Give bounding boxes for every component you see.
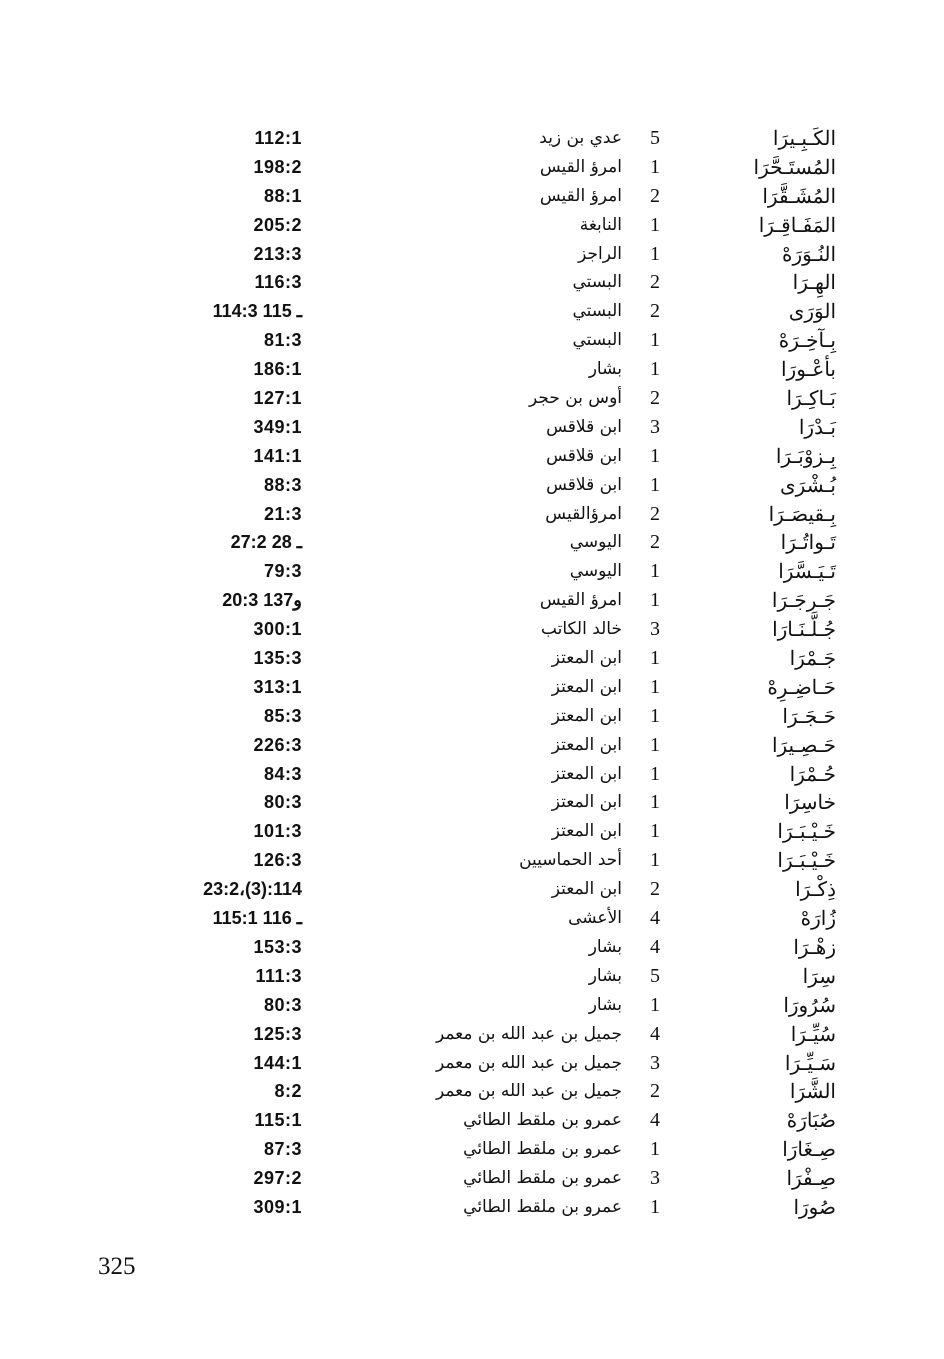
- table-row: [0, 1020, 944, 1049]
- table-row: [0, 1135, 944, 1164]
- verse-count: 1: [650, 791, 660, 814]
- table-row: [0, 153, 944, 182]
- verse-count: 1: [650, 704, 660, 727]
- poet-name: ابن المعتز: [551, 879, 622, 900]
- rhyme-word: تَـواتُـرَا: [780, 530, 836, 555]
- rhyme-word: تَـيَـسَّرَا: [778, 559, 836, 584]
- poet-name: خالد الكاتب: [540, 619, 622, 640]
- verse-count: 1: [650, 242, 660, 265]
- reference: 115:1 ـ 116: [212, 908, 302, 929]
- rhyme-word: حَـجَـرَا: [782, 703, 836, 728]
- table-row: [0, 211, 944, 240]
- verse-count: 4: [650, 1109, 660, 1132]
- reference: 213:3: [253, 243, 302, 264]
- reference: 21:3: [263, 503, 302, 524]
- verse-count: 1: [650, 762, 660, 785]
- verse-count: 4: [650, 907, 660, 930]
- rhyme-word: المَفَـاقِـرَا: [758, 212, 836, 237]
- rhyme-word: الشَّرَا: [789, 1079, 836, 1104]
- verse-count: 1: [650, 993, 660, 1016]
- poet-name: ابن المعتز: [551, 705, 622, 726]
- poet-name: ابن قلاقس: [546, 445, 622, 466]
- reference: 309:1: [253, 1196, 302, 1217]
- verse-count: 1: [650, 560, 660, 583]
- table-row: [0, 817, 944, 846]
- verse-count: 1: [650, 1195, 660, 1218]
- rhyme-word: الكَـبِـيرَا: [772, 126, 836, 150]
- reference: 135:3: [253, 648, 302, 669]
- reference: 226:3: [253, 734, 302, 755]
- table-row: [0, 442, 944, 471]
- table-row: [0, 644, 944, 673]
- poet-name: ابن قلاقس: [546, 474, 622, 495]
- rhyme-word: حَـصِـيرَا: [771, 732, 836, 757]
- poet-name: ابن المعتز: [551, 763, 622, 784]
- poet-name: أحد الحماسيين: [519, 850, 622, 871]
- verse-count: 1: [650, 849, 660, 872]
- verse-count: 4: [650, 935, 660, 958]
- poet-name: بشار: [588, 359, 622, 380]
- rhyme-word: خاسِرَا: [784, 790, 836, 815]
- poet-name: جميل بن عبد الله بن معمر: [435, 1023, 622, 1044]
- reference: 84:3: [263, 763, 302, 784]
- reference: 114:3 ـ 115: [212, 301, 302, 322]
- poet-name: أوس بن حجر: [528, 388, 622, 409]
- table-row: [0, 904, 944, 933]
- verse-count: 1: [650, 444, 660, 467]
- reference: 198:2: [253, 156, 302, 177]
- rhyme-word: جُـلَّـنَـارَا: [772, 617, 836, 642]
- reference: 20:3 و137: [222, 590, 302, 611]
- rhyme-word: زهْـرَا: [793, 934, 836, 959]
- rhyme-word: صِـغَارَا: [782, 1137, 836, 1162]
- verse-count: 1: [650, 733, 660, 756]
- table-row: [0, 962, 944, 991]
- table-row: [0, 615, 944, 644]
- verse-count: 2: [650, 531, 660, 554]
- table-row: [0, 586, 944, 615]
- rhyme-word: جَـمْرَا: [789, 646, 836, 671]
- rhyme-word: سُيِّـرَا: [790, 1021, 836, 1046]
- verse-count: 1: [650, 820, 660, 843]
- reference: 8:2: [274, 1081, 302, 1102]
- table-row: [0, 326, 944, 355]
- table-row: [0, 1193, 944, 1222]
- rhyme-word: المُشَـقَّرَا: [762, 183, 836, 208]
- table-row: [0, 384, 944, 413]
- rhyme-word: بُـشْرَى: [780, 472, 836, 497]
- table-row: [0, 240, 944, 269]
- reference: 153:3: [253, 936, 302, 957]
- poet-name: امرؤالقيس: [545, 503, 622, 524]
- rhyme-word: صُبَارَهْ: [786, 1108, 836, 1133]
- poet-name: ابن المعتز: [551, 792, 622, 813]
- table-row: [0, 413, 944, 442]
- table-row: [0, 355, 944, 384]
- poet-name: النابغة: [579, 214, 622, 235]
- verse-count: 3: [650, 618, 660, 641]
- reference: 111:3: [255, 965, 302, 986]
- poet-name: جميل بن عبد الله بن معمر: [435, 1052, 622, 1073]
- table-row: [0, 731, 944, 760]
- table-row: [0, 1077, 944, 1106]
- rhyme-word: الهِـرَا: [792, 270, 836, 295]
- rhyme-word: سَـيِّـرَا: [784, 1050, 836, 1075]
- poet-name: عمرو بن ملقط الطائي: [463, 1196, 622, 1217]
- poet-name: البستي: [572, 272, 622, 293]
- rhyme-word: خَـيْـبَـرَا: [777, 848, 836, 873]
- reference: 101:3: [253, 821, 302, 842]
- verse-count: 1: [650, 155, 660, 178]
- rhyme-word: زُارَهْ: [800, 906, 836, 931]
- reference: 112:1: [254, 128, 302, 148]
- table-row: [0, 702, 944, 731]
- verse-count: 2: [650, 387, 660, 410]
- rhyme-word: جَـرجَـرَا: [771, 588, 836, 613]
- reference: 144:1: [253, 1052, 302, 1073]
- poet-name: عمرو بن ملقط الطائي: [463, 1139, 622, 1160]
- rhyme-word: سُرُورَا: [783, 992, 836, 1017]
- reference: 126:3: [253, 850, 302, 871]
- rhyme-word: خَـيْـبَـرَا: [777, 819, 836, 844]
- reference: 88:3: [263, 474, 302, 495]
- rhyme-word: حُـمْرَا: [789, 761, 836, 786]
- page-number: 325: [98, 1253, 136, 1280]
- poet-name: ابن قلاقس: [546, 416, 622, 437]
- verse-count: 3: [650, 415, 660, 438]
- verse-count: 2: [650, 502, 660, 525]
- poet-name: بشار: [588, 965, 622, 986]
- reference: 88:1: [263, 185, 302, 206]
- poet-name: اليوسي: [569, 532, 622, 553]
- verse-count: 2: [650, 878, 660, 901]
- rhyme-word: بَـدْرَا: [798, 414, 836, 439]
- rhyme-word: سِرَا: [802, 963, 836, 988]
- poet-name: عمرو بن ملقط الطائي: [463, 1168, 622, 1189]
- rhyme-word: المُستَـحَّرَا: [753, 154, 836, 179]
- rhyme-word: ذِكْـرَا: [795, 877, 836, 902]
- table-row: [0, 182, 944, 211]
- reference: 115:1: [254, 1110, 302, 1131]
- table-row: [0, 500, 944, 529]
- table-row: [0, 788, 944, 817]
- reference: 23:2،(3):114: [203, 879, 302, 900]
- rhyme-word: بَـاكِـرَا: [786, 386, 836, 411]
- verse-count: 4: [650, 1022, 660, 1045]
- poet-name: اليوسي: [569, 561, 622, 582]
- poet-name: عدي بن زيد: [539, 128, 622, 148]
- rhyme-word: بِـآخِـرَهْ: [778, 328, 836, 353]
- rhyme-word: حَـاضِـرِهْ: [767, 674, 836, 699]
- poet-name: الراجز: [578, 243, 622, 264]
- poet-name: البستي: [572, 330, 622, 351]
- reference: 186:1: [253, 359, 302, 380]
- verse-count: 2: [650, 184, 660, 207]
- verse-count: 1: [650, 329, 660, 352]
- verse-count: 3: [650, 1051, 660, 1074]
- rhyme-word: النُـوَرَهْ: [781, 241, 836, 266]
- verse-count: 1: [650, 213, 660, 236]
- poet-name: ابن المعتز: [551, 734, 622, 755]
- reference: 300:1: [253, 619, 302, 640]
- reference: 205:2: [253, 214, 302, 235]
- table-row: [0, 268, 944, 297]
- poet-name: ابن المعتز: [551, 676, 622, 697]
- verse-count: 1: [650, 675, 660, 698]
- table-row: [0, 528, 944, 557]
- verse-count: 2: [650, 1080, 660, 1103]
- poet-name: امرؤ القيس: [539, 156, 622, 177]
- verse-count: 3: [650, 1167, 660, 1190]
- poet-name: ابن المعتز: [551, 648, 622, 669]
- verse-count: 2: [650, 271, 660, 294]
- reference: 80:3: [263, 994, 302, 1015]
- table-row: [0, 297, 944, 326]
- rhyme-word: صِـفْرَا: [786, 1166, 836, 1191]
- reference: 127:1: [253, 388, 302, 409]
- verse-count: 5: [650, 964, 660, 987]
- rhyme-word: بِـقيصَـرَا: [768, 501, 836, 526]
- table-row: [0, 1049, 944, 1078]
- table-row: [0, 471, 944, 500]
- verse-count: 2: [650, 300, 660, 323]
- reference: 125:3: [253, 1023, 302, 1044]
- poet-name: امرؤ القيس: [539, 590, 622, 611]
- poet-name: جميل بن عبد الله بن معمر: [435, 1081, 622, 1102]
- rhyme-index-table: [0, 124, 944, 1222]
- reference: 27:2 ـ 28: [230, 532, 302, 553]
- rhyme-word: الوَرَى: [788, 299, 836, 324]
- verse-count: 5: [650, 127, 660, 149]
- reference: 80:3: [263, 792, 302, 813]
- table-row: [0, 933, 944, 962]
- reference: 297:2: [253, 1168, 302, 1189]
- table-row: [0, 1164, 944, 1193]
- table-row: [0, 760, 944, 789]
- poet-name: البستي: [572, 301, 622, 322]
- verse-count: 1: [650, 589, 660, 612]
- poet-name: عمرو بن ملقط الطائي: [463, 1110, 622, 1131]
- reference: 116:3: [254, 272, 302, 293]
- reference: 81:3: [263, 330, 302, 351]
- reference: 85:3: [263, 705, 302, 726]
- verse-count: 1: [650, 473, 660, 496]
- poet-name: ابن المعتز: [551, 821, 622, 842]
- table-row: [0, 846, 944, 875]
- rhyme-word: بأعْـورَا: [781, 357, 836, 382]
- table-row: [0, 673, 944, 702]
- reference: 87:3: [263, 1139, 302, 1160]
- reference: 313:1: [253, 676, 302, 697]
- table-row: [0, 1106, 944, 1135]
- table-row: [0, 124, 944, 153]
- poet-name: الأعشى: [568, 908, 622, 929]
- reference: 349:1: [253, 416, 302, 437]
- verse-count: 1: [650, 647, 660, 670]
- rhyme-word: بِـزوْبَـرَا: [775, 443, 836, 468]
- verse-count: 1: [650, 358, 660, 381]
- poet-name: بشار: [588, 994, 622, 1015]
- rhyme-word: صُورَا: [793, 1194, 836, 1219]
- reference: 141:1: [253, 445, 302, 466]
- table-row: [0, 875, 944, 904]
- poet-name: امرؤ القيس: [539, 185, 622, 206]
- poet-name: بشار: [588, 936, 622, 957]
- reference: 79:3: [263, 561, 302, 582]
- table-row: [0, 557, 944, 586]
- verse-count: 1: [650, 1138, 660, 1161]
- table-row: [0, 991, 944, 1020]
